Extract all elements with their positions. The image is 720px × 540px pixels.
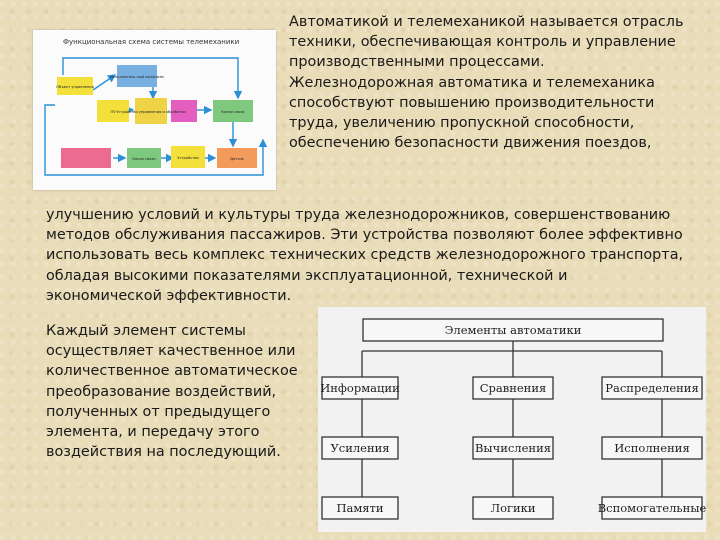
- text-line: воздействия на последующий.: [46, 444, 281, 461]
- text-line: использовать весь комплекс технических средств железнодорожного транспорта,: [46, 247, 684, 264]
- elements-diagram: [318, 307, 706, 532]
- paragraph-top: [289, 12, 683, 153]
- text-line: труда, увеличению пропускной способности,: [289, 115, 635, 132]
- paragraph-left: [46, 321, 298, 462]
- paragraph-middle: [46, 205, 683, 306]
- text-line: обеспечению безопасности движения поездов,: [289, 135, 652, 152]
- block-right-label: Канал связи: [221, 110, 245, 114]
- block-green-label: Канал связи: [132, 157, 156, 161]
- text-line: техники, обеспечивающая контроль и управление: [289, 34, 676, 51]
- box-info: Информации: [320, 381, 400, 395]
- text-line: Каждый элемент системы: [46, 323, 246, 339]
- elements-header: Элементы автоматики: [444, 323, 582, 337]
- box-distribution: Распределения: [605, 381, 699, 395]
- functional-scheme-svg: [33, 30, 276, 190]
- text-line: способствуют повышению производительности: [289, 94, 655, 111]
- text-line: полученных от предыдущего: [46, 403, 271, 420]
- block-top-label: Исполнитель-ный механизм: [110, 75, 164, 79]
- text-line: Автоматикой и телемеханикой называется отрасль: [289, 14, 684, 30]
- box-auxiliary: Вспомогательные: [597, 501, 706, 515]
- block-pink: [61, 148, 111, 168]
- box-comparison: Сравнения: [479, 381, 547, 395]
- block-yellow-label: Устройство: [177, 156, 199, 160]
- text-line: производственными процессами.: [289, 54, 545, 71]
- box-execution: Исполнения: [614, 441, 690, 455]
- text-line: обладая высокими показателями эксплуатационной, технической и: [46, 267, 568, 284]
- block-pu-label: ПУ: [110, 110, 116, 114]
- block-orange-label: Датчик: [230, 157, 244, 161]
- text-line: элемента, и передачу этого: [46, 424, 260, 441]
- text-line: экономической эффективности.: [46, 287, 292, 304]
- text-line: преобразование воздействий,: [46, 383, 277, 400]
- text-line: количественное автоматическое: [46, 363, 298, 380]
- functional-scheme-diagram: [33, 30, 276, 190]
- text-line: улучшению условий и культуры труда железнодорожников, совершенствованию: [46, 207, 671, 223]
- block-object-label: Объект управления: [56, 85, 94, 89]
- block-center-label: Устройство управления и обработки: [116, 110, 186, 114]
- text-line: осуществляет качественное или: [46, 343, 296, 360]
- diagram1-title: Функциональная схема системы телемеханики: [63, 38, 240, 46]
- box-logic: Логики: [490, 501, 536, 515]
- text-line: Железнодорожная автоматика и телемеханика: [289, 74, 655, 91]
- box-amplification: Усиления: [330, 441, 390, 455]
- elements-diagram-svg: [318, 307, 706, 532]
- text-line: методов обслуживания пассажиров. Эти устройства позволяют более эффективно: [46, 227, 683, 244]
- box-memory: Памяти: [336, 501, 384, 515]
- box-computation: Вычисления: [474, 441, 552, 455]
